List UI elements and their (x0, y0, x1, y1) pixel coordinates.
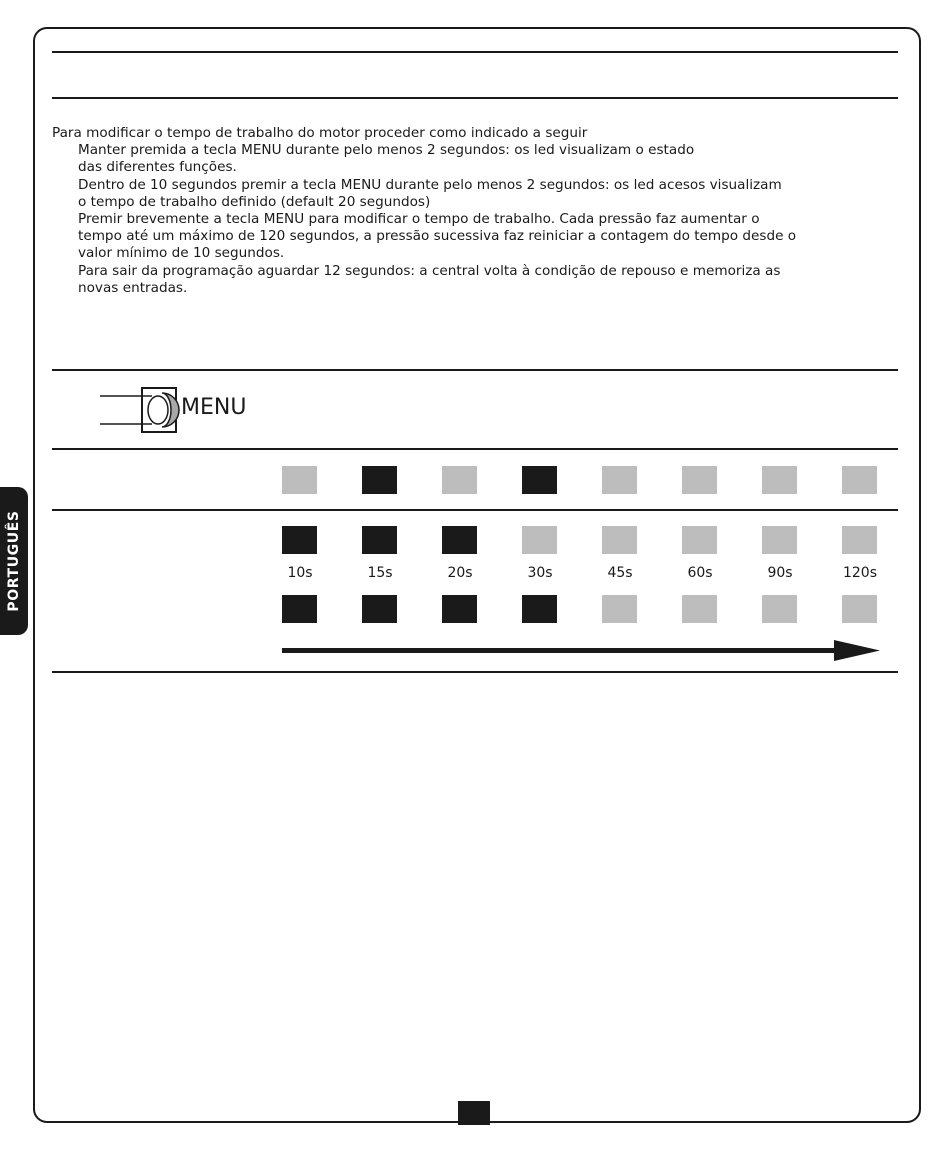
work-time-led-5 (602, 526, 637, 554)
language-tab-label: PORTUGUÊS (6, 510, 22, 612)
instructions-intro: Para modificar o tempo de trabalho do motor proceder como indicado a seguir (52, 125, 588, 141)
work-time-next-led-6 (682, 595, 717, 623)
work-time-next-led-7 (762, 595, 797, 623)
work-time-next-led-5 (602, 595, 637, 623)
diagram-rule-1 (52, 369, 898, 371)
finger-press-button-icon (100, 385, 180, 435)
diagram-rule-3 (52, 509, 898, 511)
time-label-6: 60s (687, 565, 713, 581)
function-state-led-8 (842, 466, 877, 494)
step-4-line-1: Para sair da programação aguardar 12 segundos: a central volta à condição de repouso e memoriza as (78, 262, 781, 279)
progression-arrow-icon (282, 637, 882, 663)
language-side-tab (0, 487, 28, 635)
function-state-led-4 (522, 466, 557, 494)
work-time-led-7 (762, 526, 797, 554)
time-label-3: 20s (447, 565, 473, 581)
work-time-led-4 (522, 526, 557, 554)
step-1-line-2: das diferentes funções. (78, 159, 237, 176)
work-time-led-2 (362, 526, 397, 554)
diagram-rule-2 (52, 448, 898, 450)
work-time-next-led-3 (442, 595, 477, 623)
time-label-8: 120s (842, 565, 877, 581)
step-3-line-2: tempo até um máximo de 120 segundos, a pressão sucessiva faz reiniciar a contagem do tempo desde o (78, 228, 797, 245)
time-label-5: 45s (607, 565, 633, 581)
header-rule-top (52, 51, 898, 53)
work-time-next-led-2 (362, 595, 397, 623)
work-time-next-led-1 (282, 595, 317, 623)
work-time-led-6 (682, 526, 717, 554)
work-time-led-3 (442, 526, 477, 554)
step-1-line-1: Manter premida a tecla MENU durante pelo menos 2 segundos: os led visualizam o estado (78, 142, 695, 159)
time-label-2: 15s (367, 565, 393, 581)
time-label-4: 30s (527, 565, 553, 581)
instructions-text (52, 125, 902, 297)
diagram-rule-4 (52, 671, 898, 673)
page-number-block (458, 1101, 490, 1125)
function-state-led-1 (282, 466, 317, 494)
work-time-led-8 (842, 526, 877, 554)
function-state-led-2 (362, 466, 397, 494)
work-time-next-led-8 (842, 595, 877, 623)
step-3-line-3: valor mínimo de 10 segundos. (78, 245, 285, 262)
function-state-led-3 (442, 466, 477, 494)
step-2-line-2: o tempo de trabalho definido (default 20 segundos) (78, 193, 431, 210)
function-state-led-7 (762, 466, 797, 494)
header-rule-bottom (52, 97, 898, 99)
menu-button-label: MENU (181, 395, 247, 420)
step-2-line-1: Dentro de 10 segundos premir a tecla MENU durante pelo menos 2 segundos: os led acesos visualizam (78, 176, 782, 193)
time-label-7: 90s (767, 565, 793, 581)
function-state-led-6 (682, 466, 717, 494)
work-time-led-1 (282, 526, 317, 554)
step-4-line-2: novas entradas. (78, 279, 188, 296)
work-time-next-led-4 (522, 595, 557, 623)
function-state-led-5 (602, 466, 637, 494)
step-3-line-1: Premir brevemente a tecla MENU para modificar o tempo de trabalho. Cada pressão faz aumentar o (78, 211, 760, 228)
time-label-1: 10s (287, 565, 313, 581)
